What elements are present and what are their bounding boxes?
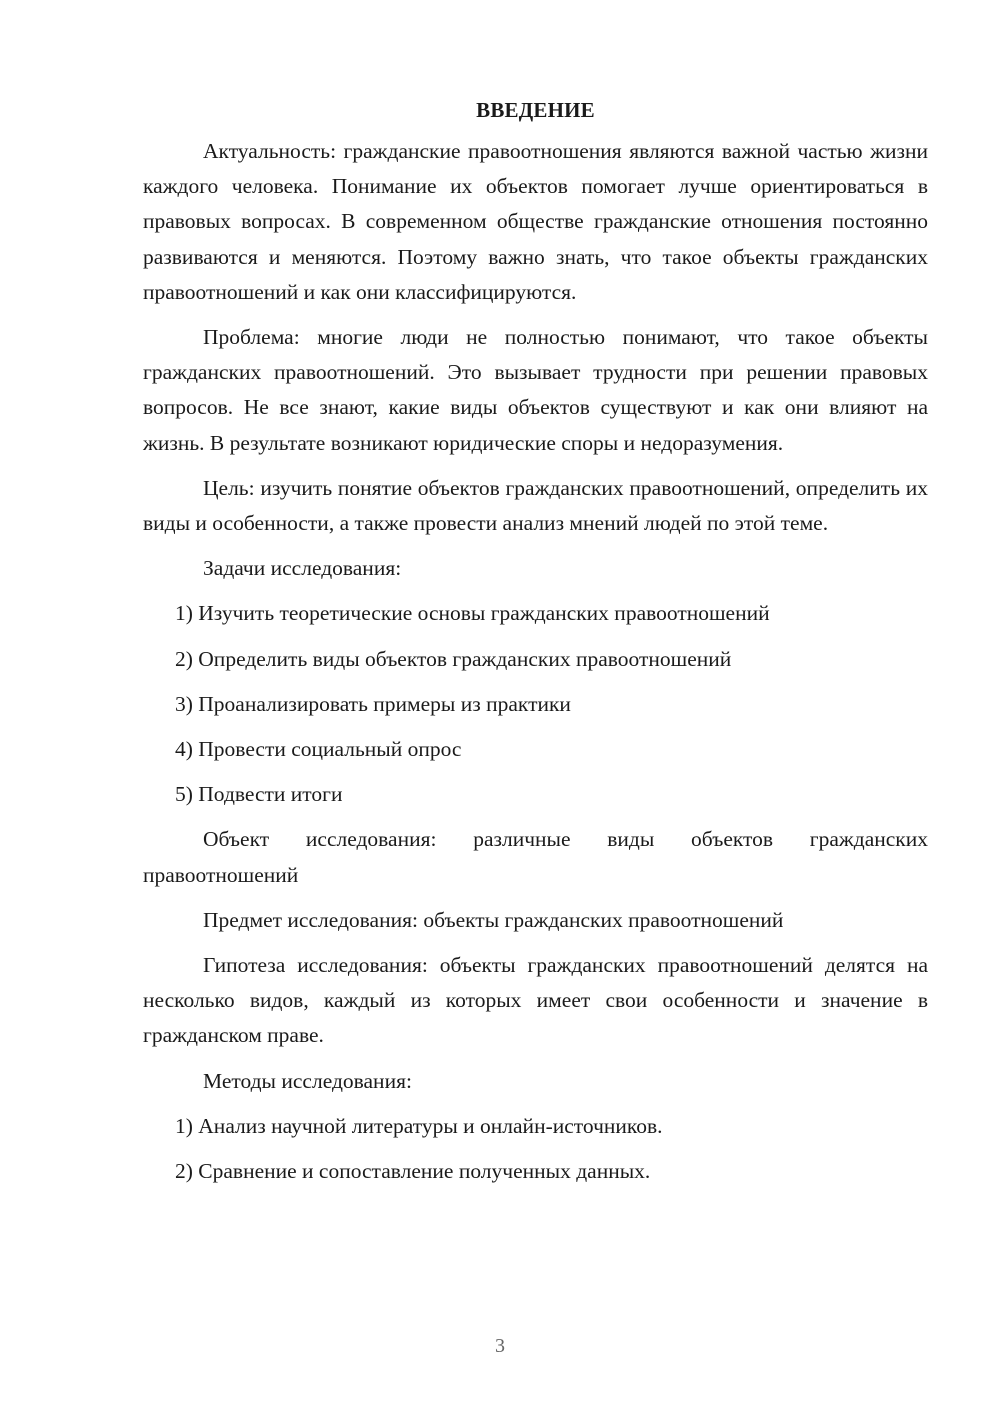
task-item: 5) Подвести итоги xyxy=(175,782,343,807)
section-title: ВВЕДЕНИЕ xyxy=(476,98,595,122)
task-item: 1) Изучить теоретические основы гражданских правоотношений xyxy=(175,601,770,626)
task-item: 2) Определить виды объектов гражданских правоотношений xyxy=(175,646,732,671)
problem-paragraph: Проблема: многие люди не полностью понимают, что такое объекты гражданских правоотношений. Это вызывает трудности при решении правовых вопросов. Не все знают, какие виды объектов существуют и как они влияют на жизнь. В результате возникают юридические споры и недоразумения. xyxy=(143,325,928,455)
page-number: 3 xyxy=(495,1335,505,1357)
tasks-heading: Задачи исследования: xyxy=(203,556,402,581)
methods-heading: Методы исследования: xyxy=(203,1068,412,1093)
method-item: 1) Анализ научной литературы и онлайн-источников. xyxy=(175,1113,663,1138)
method-item: 2) Сравнение и сопоставление полученных данных. xyxy=(175,1159,651,1184)
object-paragraph: Объект исследования: различные виды объектов гражданских правоотношений xyxy=(143,827,928,887)
subject-paragraph: Предмет исследования: объекты гражданских правоотношений xyxy=(203,907,784,932)
task-item: 3) Проанализировать примеры из практики xyxy=(175,691,571,716)
task-item: 4) Провести социальный опрос xyxy=(175,737,462,762)
relevance-paragraph: Актуальность: гражданские правоотношения являются важной частью жизни каждого человека. Понимание их объектов помогает лучше ориентироваться в правовых вопросах. В современном обществе гражданские отношения постоянно развиваются и меняются. Поэтому важно знать, что такое объекты гражданских правоотношений и как они классифицируются. xyxy=(143,139,928,304)
goal-paragraph: Цель: изучить понятие объектов гражданских правоотношений, определить их виды и особенности, а также провести анализ мнений людей по этой теме. xyxy=(143,475,928,536)
hypothesis-paragraph: Гипотеза исследования: объекты гражданских правоотношений делятся на несколько видов, каждый из которых имеет свои особенности и значение в гражданском праве. xyxy=(143,953,928,1048)
document-page xyxy=(143,96,928,1199)
